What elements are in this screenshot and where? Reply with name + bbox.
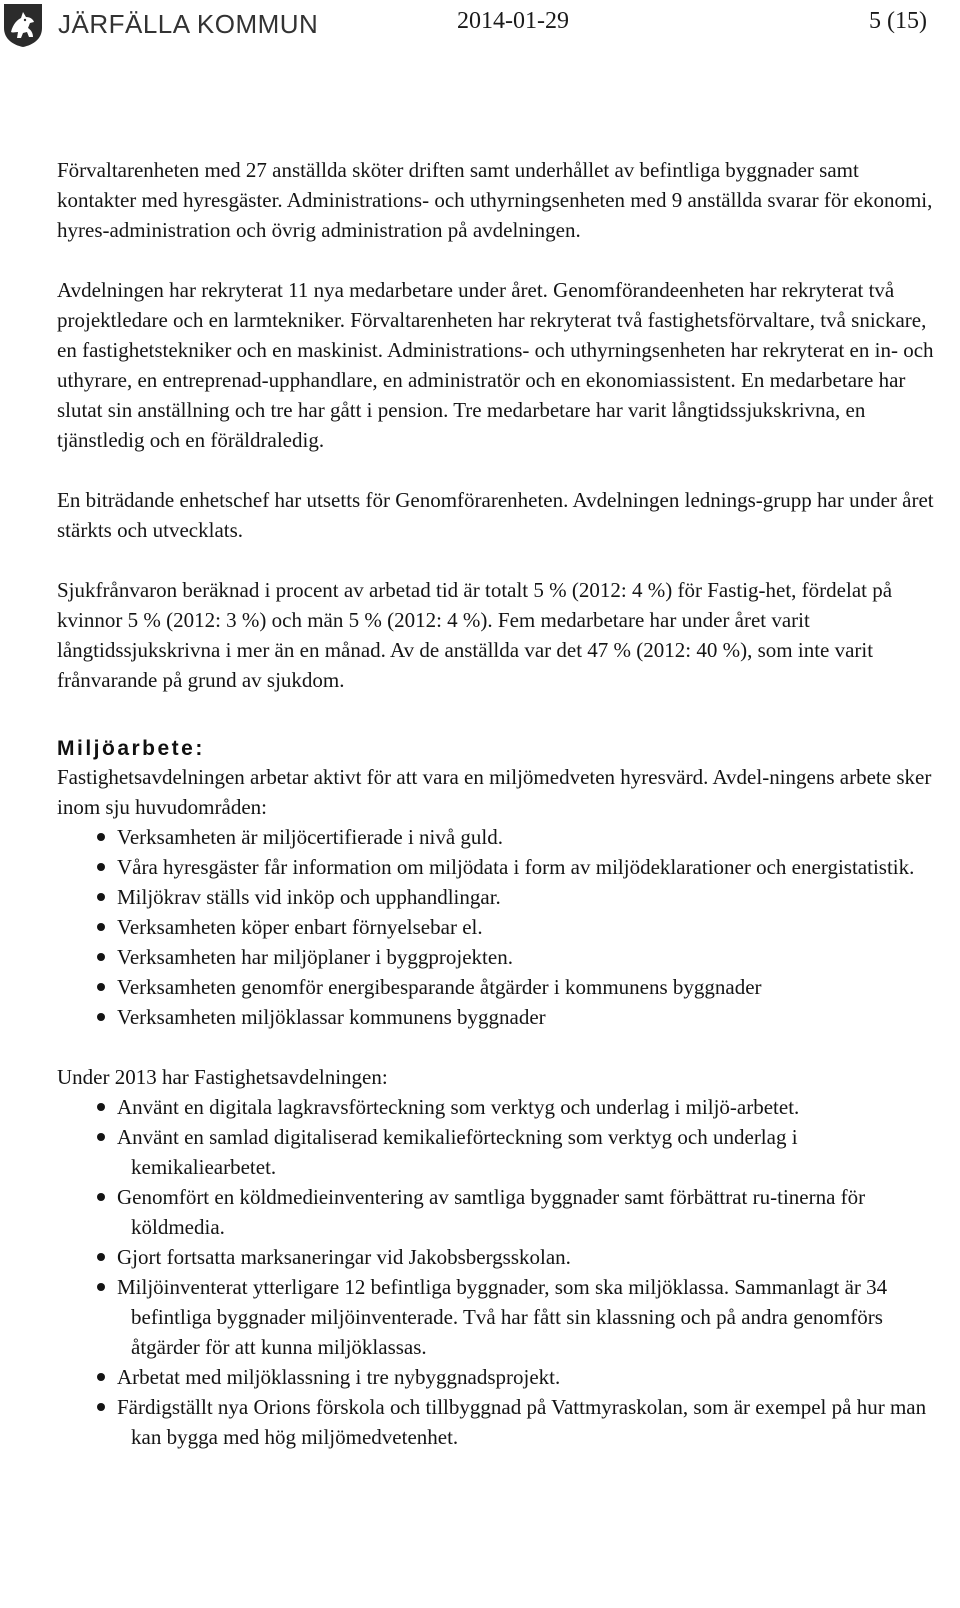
bullet-icon bbox=[97, 1283, 105, 1291]
list-item-text: Verksamheten köper enbart förnyelsebar el. bbox=[117, 915, 483, 939]
paragraph-recruitment: Avdelningen har rekryterat 11 nya medarbetare under året. Genomförandeenheten har rekryterat två projektledare och en larmtekniker. Förvaltarenheten har rekryterat två fastighetsförvaltare, två snickare, en fastighetstekniker och en maskinist. Administrations- och uthyrningsenheten har rekryterat en in- och uthyrare, en entreprenad-upphandlare, en administratör och en ekonomiassistent. En medarbetare har slutat sin anställning och tre har gått i pension. Tre medarbetare har varit långtidssjukskrivna, en tjänstledig och en föräldraledig. bbox=[57, 278, 934, 452]
page-number: 5 (15) bbox=[869, 8, 927, 34]
list-item bbox=[57, 1362, 937, 1392]
page-header bbox=[0, 0, 960, 50]
list-item-text: Färdigställt nya Orions förskola och tillbyggnad på Vattmyraskolan, som är exempel på hur man kan bygga med hög miljömedvetenhet. bbox=[117, 1395, 927, 1449]
list-item bbox=[57, 1272, 937, 1362]
list-item bbox=[57, 1182, 937, 1242]
list-item bbox=[57, 882, 937, 912]
list-item bbox=[57, 1392, 937, 1452]
list-item bbox=[57, 1242, 937, 1272]
list-item-text: Verksamheten har miljöplaner i byggprojekten. bbox=[117, 945, 513, 969]
list-item-text: Arbetat med miljöklassning i tre nybyggnadsprojekt. bbox=[117, 1365, 561, 1389]
paragraph-sick-leave: Sjukfrånvaron beräknad i procent av arbetad tid är totalt 5 % (2012: 4 %) för Fastig-het, fördelat på kvinnor 5 % (2012: 3 %) och män 5 % (2012: 4 %). Fem medarbetare har under året varit långtidssjukskrivna i mer än en månad. Av de anställda var det 47 % (2012: 40 %), som inte varit frånvarande på grund av sjukdom. bbox=[57, 578, 893, 692]
organization-name: JÄRFÄLLA KOMMUN bbox=[58, 9, 319, 39]
bullet-icon bbox=[97, 1193, 105, 1201]
bullet-icon bbox=[97, 893, 105, 901]
list-item-text: Verksamheten genomför energibesparande åtgärder i kommunens byggnader bbox=[117, 975, 762, 999]
year-achievements-list bbox=[57, 1092, 937, 1452]
paragraph-year-intro: Under 2013 har Fastighetsavdelningen: bbox=[57, 1065, 388, 1089]
list-item bbox=[57, 852, 937, 882]
list-item-text: Verksamheten är miljöcertifierade i nivå guld. bbox=[117, 825, 504, 849]
paragraph-management: En biträdande enhetschef har utsetts för Genomförarenheten. Avdelningen lednings-grupp har under året stärkts och utvecklats. bbox=[57, 488, 934, 542]
bullet-icon bbox=[97, 923, 105, 931]
document-body bbox=[57, 155, 937, 1452]
bullet-icon bbox=[97, 1373, 105, 1381]
list-item-text: Genomfört en köldmedieinventering av samtliga byggnader samt förbättrat ru-tinerna för köldmedia. bbox=[117, 1185, 866, 1239]
list-item-text: Använt en samlad digitaliserad kemikalieförteckning som verktyg och underlag i kemikaliearbetet. bbox=[117, 1125, 798, 1179]
list-item bbox=[57, 822, 937, 852]
paragraph-environment-intro: Fastighetsavdelningen arbetar aktivt för att vara en miljömedveten hyresvärd. Avdel-ningens arbete sker inom sju huvudområden: bbox=[57, 765, 932, 819]
bullet-icon bbox=[97, 953, 105, 961]
list-item-text: Verksamheten miljöklassar kommunens byggnader bbox=[117, 1005, 546, 1029]
section-heading-environment: Miljöarbete: bbox=[57, 737, 205, 760]
bullet-icon bbox=[97, 1133, 105, 1141]
bullet-icon bbox=[97, 1253, 105, 1261]
bullet-icon bbox=[97, 1403, 105, 1411]
bullet-icon bbox=[97, 1103, 105, 1111]
bullet-icon bbox=[97, 833, 105, 841]
list-item bbox=[57, 1002, 937, 1032]
municipal-coat-of-arms-icon bbox=[2, 2, 44, 48]
bullet-icon bbox=[97, 1013, 105, 1021]
list-item bbox=[57, 912, 937, 942]
list-item bbox=[57, 972, 937, 1002]
list-item-text: Våra hyresgäster får information om miljödata i form av miljödeklarationer och energistatistik. bbox=[117, 855, 915, 879]
list-item-text: Gjort fortsatta marksaneringar vid Jakobsbergsskolan. bbox=[117, 1245, 571, 1269]
document-date: 2014-01-29 bbox=[457, 8, 569, 34]
bullet-icon bbox=[97, 983, 105, 991]
list-item bbox=[57, 1122, 937, 1182]
paragraph-staff-units: Förvaltarenheten med 27 anställda sköter driften samt underhållet av befintliga byggnader samt kontakter med hyresgäster. Administrations- och uthyrningsenheten med 9 anställda svarar för ekonomi, hyres-administration och övrig administration på avdelningen. bbox=[57, 158, 933, 242]
list-item-text: Miljökrav ställs vid inköp och upphandlingar. bbox=[117, 885, 501, 909]
list-item bbox=[57, 942, 937, 972]
list-item bbox=[57, 1092, 937, 1122]
bullet-icon bbox=[97, 863, 105, 871]
environment-areas-list bbox=[57, 822, 937, 1032]
list-item-text: Använt en digitala lagkravsförteckning som verktyg och underlag i miljö-arbetet. bbox=[117, 1095, 800, 1119]
list-item-text: Miljöinventerat ytterligare 12 befintliga byggnader, som ska miljöklassa. Sammanlagt är 34 befintliga byggnader miljöinventerade. Två har fått sin klassning och på andra genomförs åtgärder för att kunna miljöklassas. bbox=[117, 1275, 888, 1359]
